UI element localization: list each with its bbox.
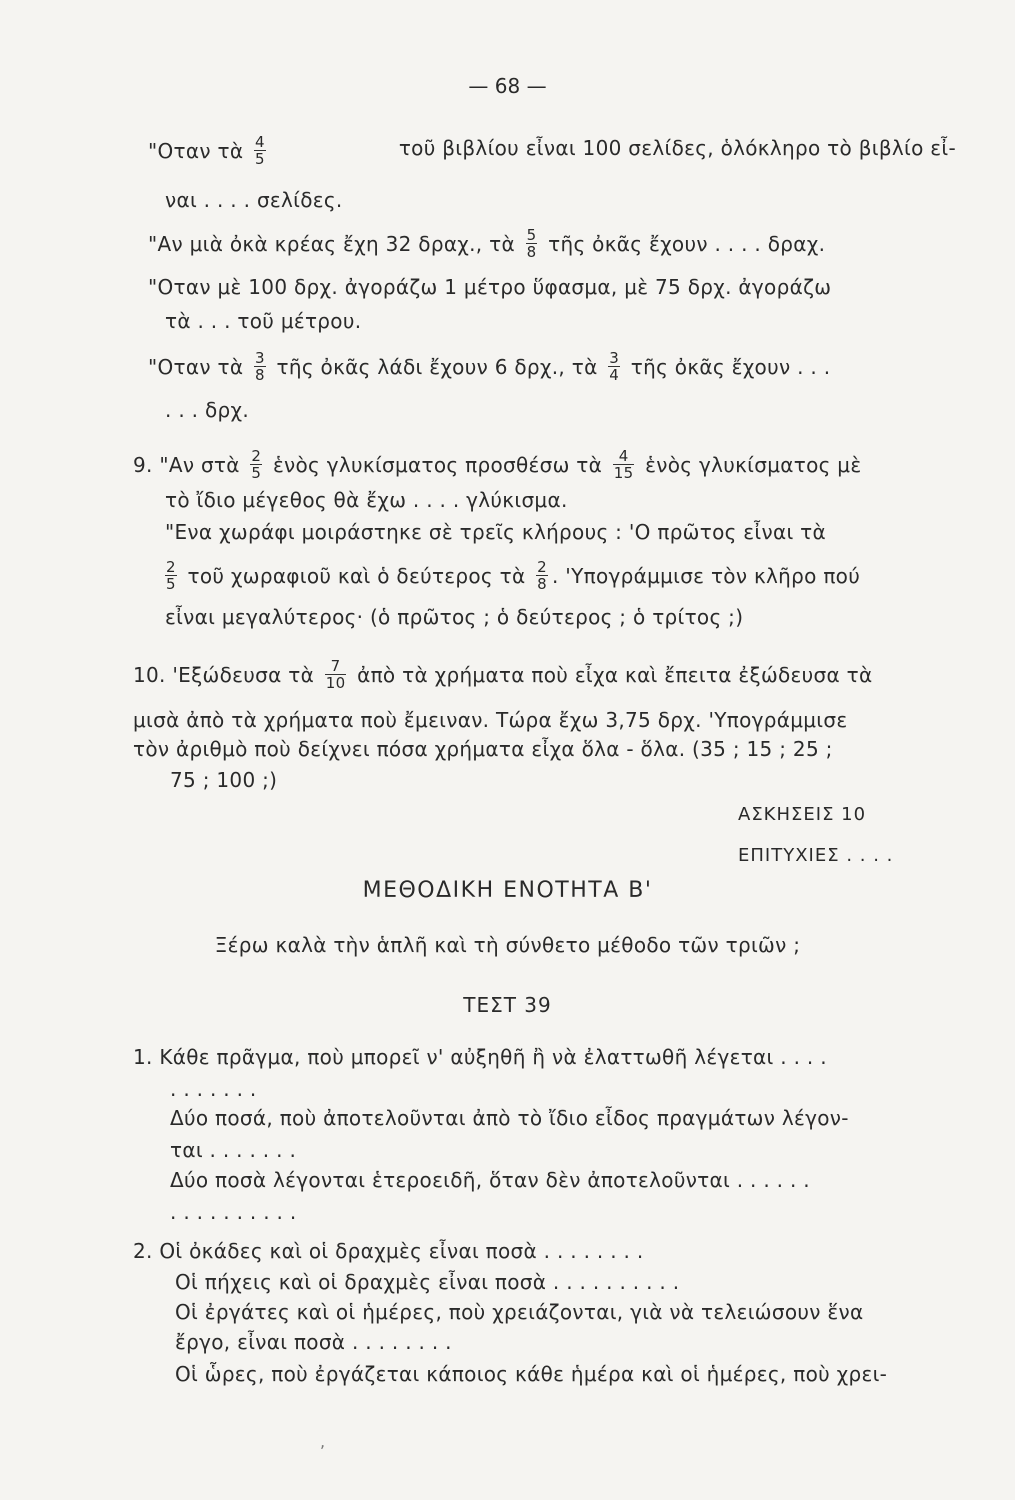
successes-count: ΕΠΙΤΥΧΙΕΣ . . . . — [738, 845, 894, 866]
text-span: "Οταν τὰ — [148, 355, 244, 379]
text-line — [148, 133, 956, 169]
text-line: "Ενα χωράφι μοιράστηκε σὲ τρεῖς κλήρους : 'Ο πρῶτος εἶναι τὰ — [165, 520, 826, 544]
test-line: Οἱ πήχεις καὶ οἱ δραχμὲς εἶναι ποσὰ . . . . . . . . . . — [175, 1270, 680, 1294]
test-line: ται . . . . . . . — [170, 1138, 297, 1162]
text-line — [133, 447, 862, 483]
test-title: ΤΕΣΤ 39 — [463, 993, 552, 1017]
page-number: — 68 — — [468, 74, 547, 98]
fraction-denominator: 15 — [613, 464, 634, 482]
fraction — [325, 658, 347, 691]
test-line: Δύο ποσά, ποὺ ἀποτελοῦνται ἀπὸ τὸ ἴδιο εἶδος πραγμάτων λέγον- — [170, 1106, 849, 1130]
text-line — [148, 349, 831, 385]
text-line: 75 ; 100 ;) — [170, 768, 278, 792]
fraction-denominator: 4 — [609, 366, 620, 384]
fraction-numerator: 5 — [526, 226, 537, 244]
fraction-numerator: 2 — [251, 447, 262, 465]
fraction — [613, 448, 635, 481]
fraction — [165, 559, 177, 592]
text-line: τὰ . . . τοῦ μέτρου. — [165, 309, 362, 333]
text-line: ναι . . . . σελίδες. — [165, 188, 343, 212]
fraction — [526, 227, 538, 260]
text-span: ἀπὸ τὰ χρήματα ποὺ εἶχα καὶ ἔπειτα ἐξώδευσα τὰ — [357, 663, 873, 687]
text-span: ἑνὸς γλυκίσματος προσθέσω τὰ — [272, 453, 603, 477]
fraction — [250, 448, 262, 481]
text-line — [148, 226, 948, 262]
fraction-denominator: 5 — [255, 150, 265, 168]
fraction-numerator: 2 — [537, 558, 547, 576]
test-line: . . . . . . . — [170, 1077, 257, 1101]
test-line: . . . . . . . . . . — [170, 1200, 297, 1224]
text-span: τοῦ χωραφιοῦ καὶ ὁ δεύτερος τὰ — [187, 564, 526, 588]
test-line: Οἱ ὧρες, ποὺ ἐργάζεται κάποιος κάθε ἡμέρα καὶ οἱ ἡμέρες, ποὺ χρει- — [175, 1362, 888, 1386]
fraction-numerator: 7 — [325, 658, 347, 675]
fraction — [254, 134, 266, 167]
fraction — [254, 350, 266, 383]
stray-mark: , — [320, 1432, 326, 1451]
text-line: τὸν ἀριθμὸ ποὺ δείχνει πόσα χρήματα εἶχα ὅλα - ὅλα. (35 ; 15 ; 25 ; — [133, 737, 833, 761]
test-line: Οἱ ἐργάτες καὶ οἱ ἡμέρες, ποὺ χρειάζονται, γιὰ νὰ τελειώσουν ἕνα — [175, 1300, 864, 1324]
fraction-numerator: 3 — [609, 349, 620, 367]
fraction — [608, 350, 620, 383]
section-subtitle: Ξέρω καλὰ τὴν ἁπλῆ καὶ τὴ σύνθετο μέθοδο τῶν τριῶν ; — [214, 933, 801, 957]
fraction-denominator: 8 — [537, 575, 547, 593]
test-line: 2. Οἱ ὀκάδες καὶ οἱ δραχμὲς εἶναι ποσὰ . . . . . . . . — [133, 1239, 644, 1263]
text-span: . 'Υπογράμμισε τὸν κλῆρο πού — [551, 564, 861, 588]
fraction — [536, 559, 548, 592]
text-span: 9. "Αν στὰ — [133, 453, 240, 477]
fraction-numerator: 2 — [166, 558, 176, 576]
fraction-denominator: 8 — [526, 243, 537, 261]
text-line: "Οταν μὲ 100 δρχ. ἀγοράζω 1 μέτρο ὕφασμα, μὲ 75 δρχ. ἀγοράζω — [148, 275, 832, 299]
test-line: ἔργο, εἶναι ποσὰ . . . . . . . . — [175, 1330, 452, 1354]
fraction-numerator: 4 — [255, 133, 265, 151]
text-line — [165, 558, 861, 594]
text-line: εἶναι μεγαλύτερος· (ὁ πρῶτος ; ὁ δεύτερος ; ὁ τρίτος ;) — [165, 605, 744, 629]
exercises-count: ΑΣΚΗΣΕΙΣ 10 — [738, 804, 867, 825]
text-line: μισὰ ἀπὸ τὰ χρήματα ποὺ ἔμειναν. Τώρα ἔχω 3,75 δρχ. 'Υπογράμμισε — [133, 708, 848, 732]
text-span: ἑνὸς γλυκίσματος μὲ — [645, 453, 862, 477]
text-span: τῆς ὀκᾶς ἔχουν . . . . δραχ. — [548, 232, 826, 256]
text-span: τοῦ βιβλίου εἶναι 100 σελίδες, ὁλόκληρο τὸ βιβλίο εἶ- — [398, 136, 956, 160]
test-line: 1. Κάθε πρᾶγμα, ποὺ μπορεῖ ν' αὐξηθῆ ἢ νὰ ἐλαττωθῆ λέγεται . . . . — [133, 1045, 827, 1069]
fraction-numerator: 4 — [613, 448, 635, 465]
fraction-denominator: 8 — [255, 366, 265, 384]
fraction-numerator: 3 — [255, 349, 265, 367]
fraction-denominator: 10 — [325, 674, 346, 692]
text-span: τῆς ὀκᾶς λάδι ἔχουν 6 δρχ., τὰ — [276, 355, 598, 379]
text-line: . . . δρχ. — [165, 398, 249, 422]
text-span: τῆς ὀκᾶς ἔχουν . . . — [630, 355, 831, 379]
test-line: Δύο ποσὰ λέγονται ἑτεροειδῆ, ὅταν δὲν ἀποτελοῦνται . . . . . . — [170, 1168, 810, 1192]
text-span: 10. 'Εξώδευσα τὰ — [133, 663, 315, 687]
fraction-denominator: 5 — [166, 575, 176, 593]
section-title: ΜΕΘΟΔΙΚΗ ΕΝΟΤΗΤΑ Β' — [362, 878, 653, 903]
text-line — [133, 657, 873, 693]
fraction-denominator: 5 — [251, 464, 262, 482]
text-span: "Οταν τὰ — [148, 139, 244, 163]
text-span: "Αν μιὰ ὀκὰ κρέας ἔχη 32 δραχ., τὰ — [148, 232, 515, 256]
text-line: τὸ ἴδιο μέγεθος θὰ ἔχω . . . . γλύκισμα. — [165, 488, 568, 512]
